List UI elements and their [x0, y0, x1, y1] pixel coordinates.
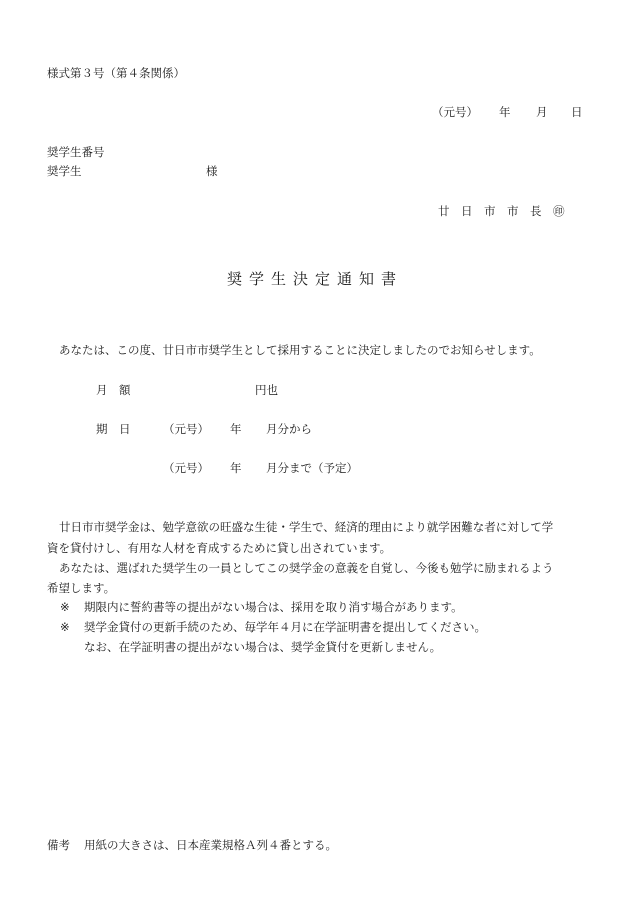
- date-day: 日: [571, 105, 583, 119]
- monthly-unit: 円也: [255, 383, 278, 397]
- issuer-mayor: 廿 日 市 市 長 ㊞: [438, 204, 565, 218]
- scholar-name-label: 奨学生: [47, 164, 82, 178]
- period-label: 期 日: [96, 422, 131, 436]
- period-start-era: （元号）: [163, 422, 209, 436]
- period-end-month: 月分まで（予定）: [266, 461, 358, 475]
- note-text: 奨学金貸付の更新手続のため、毎学年４月に在学証明書を提出してください。: [84, 620, 487, 634]
- note-mark: ※: [60, 600, 70, 614]
- honorific: 様: [206, 164, 218, 178]
- body-p1-line1: 廿日市市奨学金は、勉学意欲の旺盛な生徒・学生で、経済的理由により就学困難な者に対して学: [59, 520, 554, 534]
- body-p2-line1: あなたは、選ばれた奨学生の一員としてこの奨学金の意義を自覚し、今後も勉学に励まれるよう: [59, 561, 554, 575]
- date-era: （元号）: [432, 105, 478, 119]
- period-end-era: （元号）: [163, 461, 209, 475]
- date-year: 年: [499, 105, 511, 119]
- note-continuation: なお、在学証明書の提出がない場合は、奨学金貸付を更新しません。: [84, 640, 442, 654]
- note-mark: ※: [60, 620, 70, 634]
- scholar-number-label: 奨学生番号: [47, 145, 105, 159]
- remark-text: 用紙の大きさは、日本産業規格Ａ列４番とする。: [84, 838, 337, 852]
- date-month: 月: [536, 105, 548, 119]
- document-title: 奨学生決定通知書: [227, 270, 404, 288]
- note-text: 期限内に誓約書等の提出がない場合は、採用を取り消す場合があります。: [84, 600, 463, 614]
- body-p1-line2: 資を貸付けし、有用な人材を育成するために貸し出されています。: [47, 541, 392, 555]
- body-p2-line2: 希望します。: [47, 581, 116, 595]
- period-end-year: 年: [230, 461, 242, 475]
- remark-label: 備考: [47, 838, 70, 852]
- form-number: 様式第３号（第４条関係）: [47, 66, 185, 80]
- period-start-year: 年: [230, 422, 242, 436]
- intro-text: あなたは、この度、廿日市市奨学生として採用することに決定しましたのでお知らせします。: [59, 343, 541, 357]
- period-start-month: 月分から: [266, 422, 312, 436]
- monthly-label: 月 額: [96, 383, 131, 397]
